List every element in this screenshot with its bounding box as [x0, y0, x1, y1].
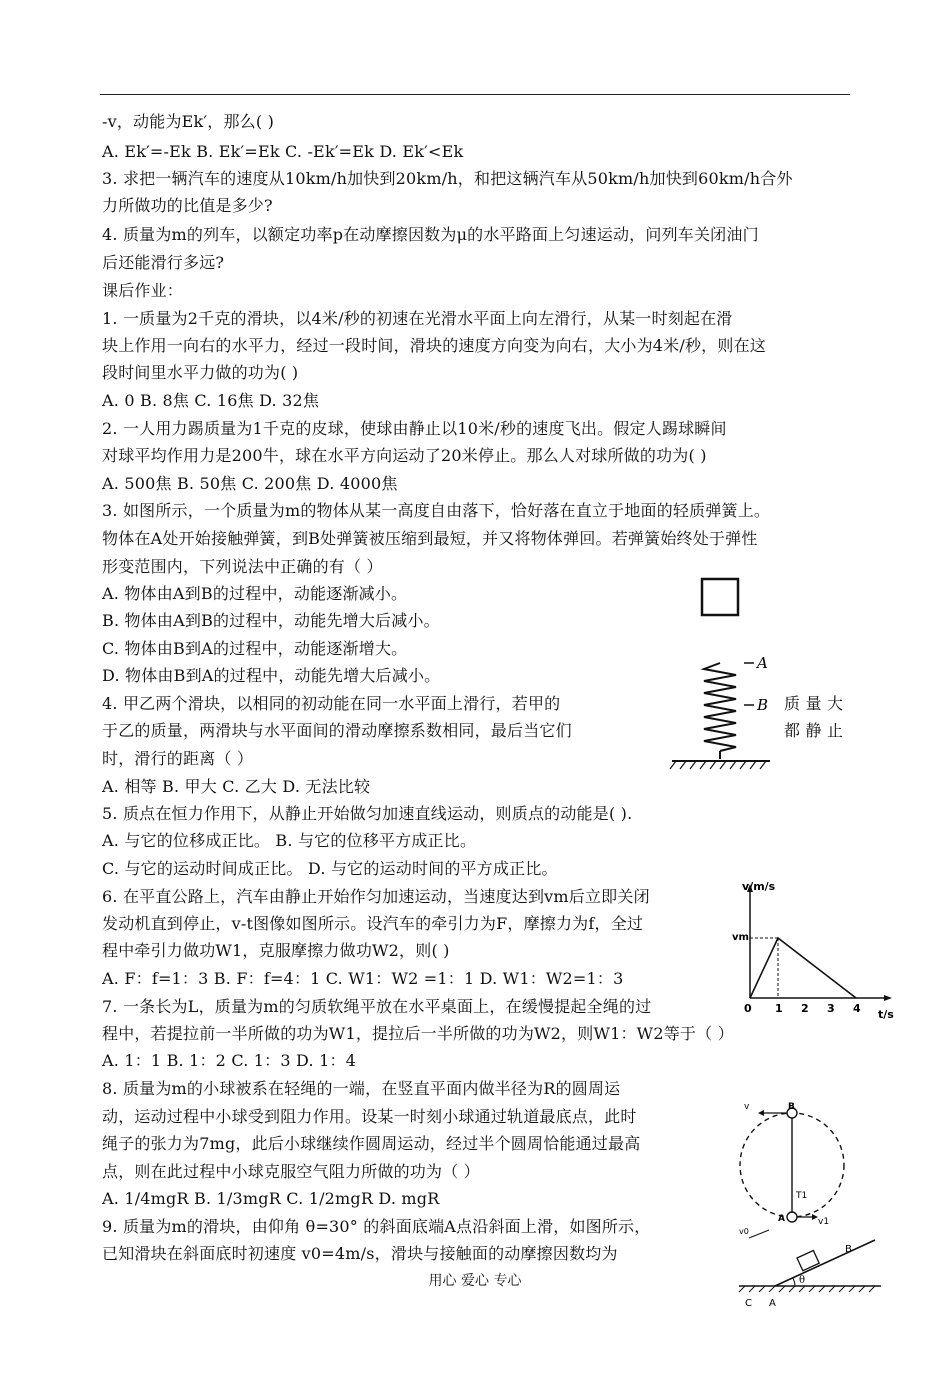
- text-line: 1. 一质量为2千克的滑块，以4米/秒的初速在光滑水平面上向左滑行，从某一时刻起在滑: [102, 309, 733, 328]
- falling-block: [702, 579, 738, 615]
- incline-label-b: B: [845, 1244, 852, 1255]
- circle-label-bottom: A: [778, 1214, 785, 1224]
- text-line: 3. 求把一辆汽车的速度从10km/h加快到20km/h，和把这辆汽车从50km/h加快到60km/h合外: [102, 169, 793, 188]
- section-heading: 课后作业：: [102, 281, 184, 300]
- text-line: 对球平均作用力是200牛，球在水平方向运动了20米停止。那么人对球所做的功为( ): [102, 446, 707, 465]
- text-line: 力所做功的比值是多少?: [102, 196, 273, 215]
- text-line: 4. 甲乙两个滑块，以相同的初动能在同一水平面上滑行，若甲的: [102, 694, 561, 713]
- circle-tension: T1: [796, 1191, 808, 1201]
- ball-bottom: [787, 1212, 797, 1222]
- text-line: 物体在A处开始接触弹簧，到B处弹簧被压缩到最短，并又将物体弹回。若弹簧始终处于弹性: [102, 529, 758, 548]
- q4-side-text-2: 都 静 止: [784, 721, 844, 740]
- text-line: 7. 一条长为L，质量为m的匀质软绳平放在水平桌面上，在缓慢提起全绳的过: [102, 997, 652, 1016]
- text-line: 8. 质量为m的小球被系在轻绳的一端，在竖直平面内做半径为R的圆周运: [102, 1079, 621, 1098]
- incline-label-c: C: [745, 1298, 752, 1309]
- text-line: 时，滑行的距离（ ）: [102, 749, 254, 768]
- vt-ylabel: v/m/s: [742, 880, 776, 893]
- text-line: 程中牵引力做功W1，克服摩擦力做功W2，则( ): [102, 941, 450, 960]
- text-line: 3. 如图所示，一个质量为m的物体从某一高度自由落下，恰好落在直立于地面的轻质弹簧上。: [102, 501, 771, 520]
- text-line: A. 相等 B. 甲大 C. 乙大 D. 无法比较: [102, 777, 371, 796]
- text-line: A. 1/4mgR B. 1/3mgR C. 1/2mgR D. mgR: [102, 1189, 440, 1208]
- spring-label-a: A: [757, 654, 768, 672]
- text-line: 段时间里水平力做的功为( ): [102, 363, 299, 382]
- text-line: A. F：f=1：3 B. F：f=4：1 C. W1：W2 =1：1 D. W1：W2=1：3: [102, 969, 624, 988]
- vt-tick-3: 3: [827, 1002, 835, 1015]
- spring-figure: [660, 575, 780, 775]
- vt-line: [750, 938, 856, 998]
- circle-v-bottom: v1: [818, 1217, 830, 1227]
- text-line: A. 500焦 B. 50焦 C. 200焦 D. 4000焦: [102, 474, 398, 493]
- incline-v0: v0: [739, 1227, 749, 1236]
- circle-motion-figure: [730, 1100, 870, 1230]
- text-line: 点，则在此过程中小球克服空气阻力所做的功为（ ）: [102, 1162, 480, 1181]
- text-line: A. 0 B. 8焦 C. 16焦 D. 32焦: [102, 391, 320, 410]
- text-line: C. 物体由B到A的过程中，动能逐渐增大。: [102, 639, 408, 658]
- vt-xlabel: t/s: [878, 1008, 894, 1020]
- text-line: 发动机直到停止，v-t图像如图所示。设汽车的牵引力为F，摩擦力为f，全过: [102, 914, 644, 933]
- text-line: D. 物体由B到A的过程中，动能先增大后减小。: [102, 666, 441, 685]
- vt-tick-2: 2: [801, 1002, 809, 1015]
- text-line: 9. 质量为m的滑块，由仰角 θ=30° 的斜面底端A点沿斜面上滑，如图所示，: [102, 1217, 651, 1236]
- text-line: A. 与它的位移成正比。 B. 与它的位移平方成正比。: [102, 831, 477, 850]
- q4-side-text-1: 质 量 大: [784, 694, 844, 713]
- vt-tick-4: 4: [853, 1002, 861, 1015]
- text-line: 6. 在平直公路上，汽车由静止开始作匀加速运动，当速度达到vm后立即关闭: [102, 887, 650, 906]
- incline-label-a: A: [769, 1298, 776, 1309]
- text-line: A. 1：1 B. 1：2 C. 1：3 D. 1：4: [102, 1051, 357, 1070]
- circle-label-top: B: [788, 1102, 795, 1112]
- vt-vm-label: vm: [732, 932, 749, 943]
- spring-coil: [704, 663, 736, 751]
- text-line: A. Ek′=-Ek B. Ek′=Ek C. -Ek′=Ek D. Ek′<Ek: [102, 142, 464, 161]
- text-line: 块上作用一向右的水平力，经过一段时间，滑块的速度方向变为向右，大小为4米/秒，则在这: [102, 336, 766, 355]
- text-line: 动，运动过程中小球受到阻力作用。设某一时刻小球通过轨道最底点，此时: [102, 1107, 637, 1126]
- text-line: 绳子的张力为7mg，此后小球继续作圆周运动，经过半个圆周恰能通过最高: [102, 1134, 641, 1153]
- page-footer: 用心 爱心 专心: [428, 1273, 522, 1289]
- spring-label-b: B: [757, 696, 769, 714]
- text-line: -v，动能为Ek′，那么( ): [102, 112, 275, 131]
- text-line: 已知滑块在斜面底时初速度 v0=4m/s，滑块与接触面的动摩擦因数均为: [102, 1244, 618, 1263]
- text-line: 后还能滑行多远?: [102, 253, 225, 272]
- incline-figure: [735, 1224, 885, 1314]
- vt-tick-0: 0: [744, 1002, 752, 1015]
- header-rule: [100, 94, 850, 95]
- text-line: B. 物体由A到B的过程中，动能先增大后减小。: [102, 611, 440, 630]
- vt-tick-1: 1: [775, 1002, 783, 1015]
- text-line: 4. 质量为m的列车，以额定功率p在动摩擦因数为μ的水平路面上匀速运动，问列车关闭油门: [102, 225, 759, 244]
- text-line: C. 与它的运动时间成正比。 D. 与它的运动时间的平方成正比。: [102, 859, 558, 878]
- vt-graph: [728, 878, 910, 1020]
- incline-theta: θ: [799, 1275, 806, 1286]
- text-line: 2. 一人用力踢质量为1千克的皮球，使球由静止以10米/秒的速度飞出。假定人踢球瞬间: [102, 419, 727, 438]
- text-line: 形变范围内，下列说法中正确的有（ ）: [102, 557, 383, 576]
- ground-hatch: [670, 761, 766, 769]
- text-line: 5. 质点在恒力作用下，从静止开始做匀加速直线运动，则质点的动能是( ).: [102, 804, 633, 823]
- circle-v-top: v: [744, 1102, 750, 1112]
- text-line: A. 物体由A到B的过程中，动能逐渐减小。: [102, 584, 408, 603]
- text-line: 程中，若提拉前一半所做的功为W1，提拉后一半所做的功为W2，则W1：W2等于（ ）: [102, 1024, 734, 1043]
- text-line: 于乙的质量，两滑块与水平面间的滑动摩擦系数相同，最后当它们: [102, 721, 572, 740]
